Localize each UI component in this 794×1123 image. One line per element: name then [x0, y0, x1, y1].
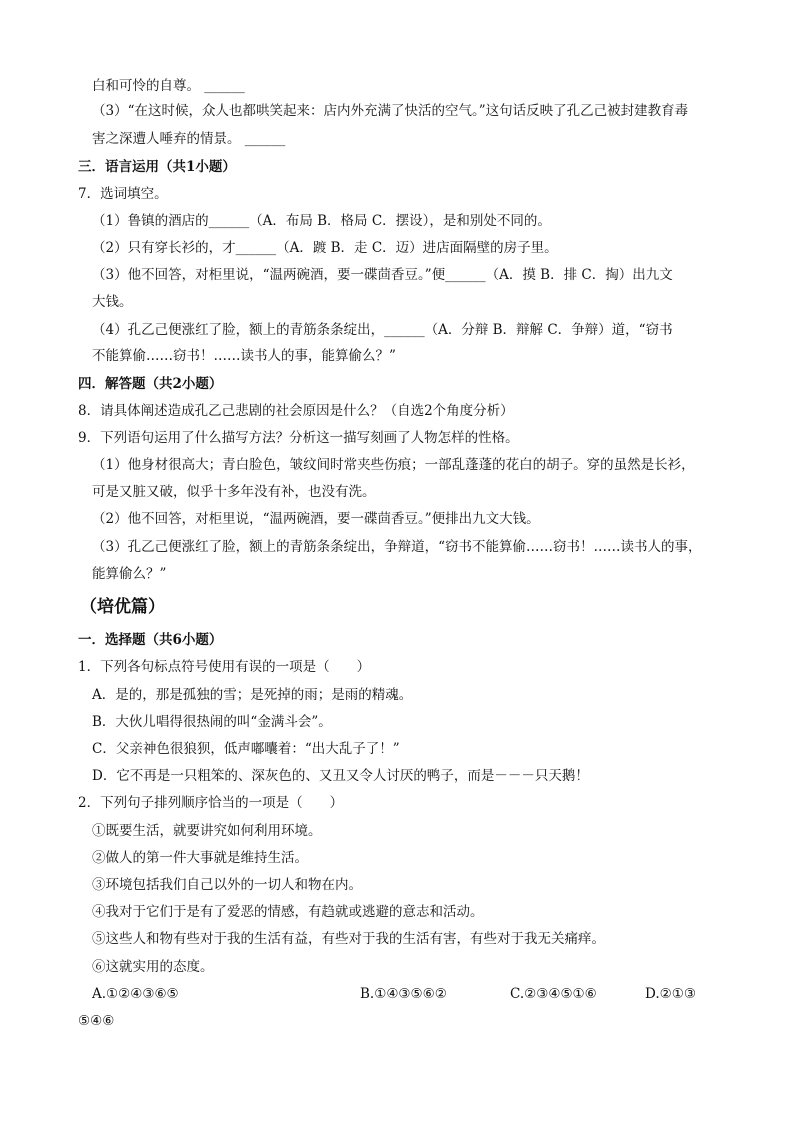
part-title: （培优篇） [80, 597, 165, 617]
text-line: （3）孔乙己便涨红了脸，额上的青筋条条绽出，争辩道，“窃书不能算偷……窃书！……读书人的事， [92, 539, 702, 555]
sentence-6: ⑥这就实用的态度。 [92, 959, 214, 975]
option-b: B．大伙儿唱得很热闹的叫“金满斗会”。 [92, 714, 332, 730]
option-d: D．它不再是一只粗笨的、深灰色的、又丑又令人讨厌的鸭子，而是－－－只天鹅！ [92, 768, 589, 784]
text-line: 不能算偷……窃书！……读书人的事，能算偷么？” [92, 348, 396, 364]
text-line: （1）他身材很高大；青白脸色，皱纹间时常夹些伤痕；一部乱蓬蓬的花白的胡子。穿的虽然是长衫， [92, 457, 695, 473]
sentence-5: ⑤这些人和物有些对于我的生活有益，有些对于我的生活有害，有些对于我无关痛痒。 [92, 931, 605, 947]
option-d: D.②①③ [645, 986, 696, 1002]
sentence-4: ④我对于它们于是有了爱恶的情感，有趋就或逃避的意志和活动。 [92, 904, 484, 920]
text-line: （4）孔乙己便涨红了脸，额上的青筋条条绽出，______（A．分辩 B．辩解 C．争辩）道，“窃书 [92, 322, 673, 338]
text-line: 害之深遭人唾弃的情景。 ______ [92, 131, 286, 147]
sentence-1: ①既要生活，就要讲究如何利用环境。 [92, 823, 322, 839]
question-stem: 8．请具体阐述造成孔乙己悲剧的社会原因是什么？（自选2个角度分析） [78, 403, 514, 419]
text-line: （3）他不回答，对柜里说，“温两碗酒，要一碟茴香豆。”便______（A．摸 B．排 C．掏）出九文 [92, 267, 673, 283]
question-stem: 9．下列语句运用了什么描写方法？分析这一描写刻画了人物怎样的性格。 [78, 430, 519, 446]
option-d-continued: ⑤④⑥ [78, 1013, 115, 1029]
text-line: 可是又脏又破，似乎十多年没有补，也没有洗。 [92, 484, 376, 500]
option-b: B.①④③⑤⑥② [360, 986, 447, 1002]
question-stem: 2．下列句子排列顺序恰当的一项是（ ） [78, 795, 344, 811]
option-a: A.①②④③⑥⑤ [92, 986, 179, 1002]
text-line: 能算偷么？” [92, 566, 167, 582]
section-heading: 三．语言运用（共1小题） [78, 159, 236, 175]
option-c: C．父亲神色很狼狈，低声嘟囔着：“出大乱子了！” [92, 741, 400, 757]
question-stem: 1．下列各句标点符号使用有误的一项是（ ） [78, 659, 371, 675]
text-line: （2）只有穿长衫的，才______（A．踱 B．走 C．迈）进店面隔壁的房子里。 [92, 240, 558, 256]
text-line: （1）鲁镇的酒店的______（A．布局 B．格局 C．摆设），是和别处不同的。 [92, 213, 551, 229]
text-line: （3）“在这时候，众人也都哄笑起来：店内外充满了快活的空气。”这句话反映了孔乙己被封建教育毒 [92, 103, 689, 119]
text-line: （2）他不回答，对柜里说，“温两碗酒，要一碟茴香豆。”便排出九文大钱。 [92, 511, 540, 527]
text-line: 大钱。 [92, 294, 133, 310]
question-stem: 7．选词填空。 [78, 186, 168, 202]
section-heading: 四．解答题（共2小题） [78, 376, 223, 392]
option-c: C.②③④⑤①⑥ [510, 986, 597, 1002]
sentence-2: ②做人的第一件大事就是维持生活。 [92, 850, 308, 866]
text-line: 白和可怜的自尊。 ______ [92, 78, 245, 94]
option-a: A．是的，那是孤独的雪；是死掉的雨；是雨的精魂。 [92, 687, 413, 703]
section-heading: 一．选择题（共6小题） [78, 632, 223, 648]
sentence-3: ③环境包括我们自己以外的一切人和物在内。 [92, 877, 362, 893]
